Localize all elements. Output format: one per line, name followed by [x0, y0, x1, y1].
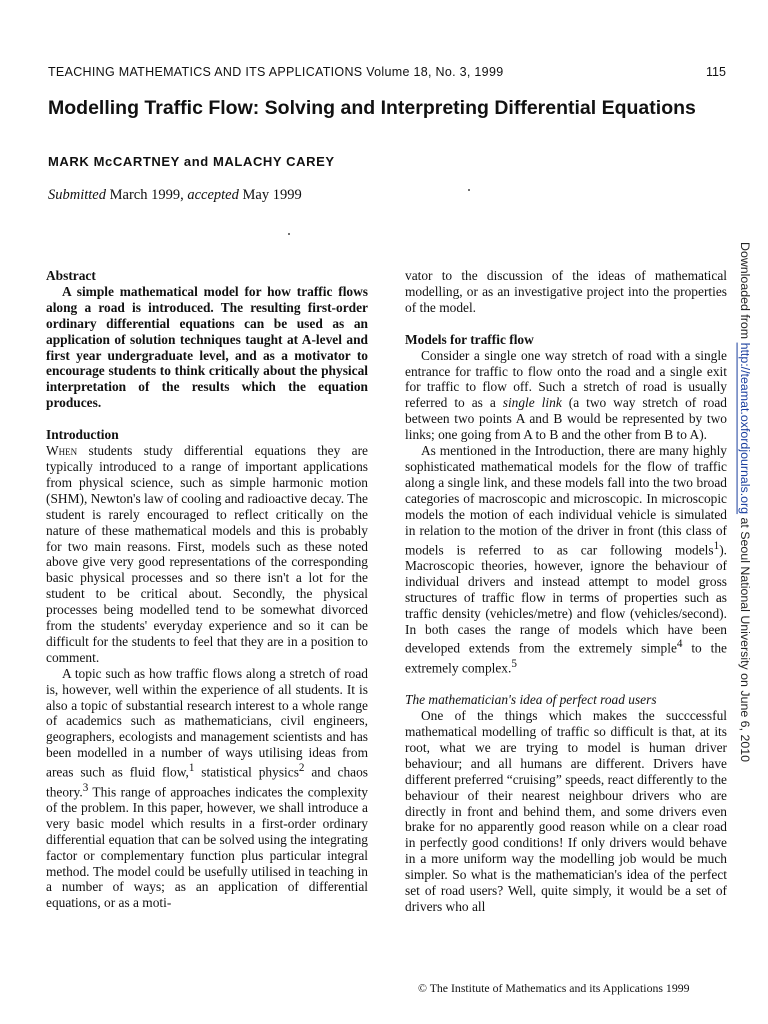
models-paragraph-2: As mentioned in the Introduction, there are many highly sophisticated mathematical models for the flow of traffic along a single link, and these models fall into the two broad categories of macroscopic and microscopic. In microscopic models the motion of each individual vehicle is simulated in relation to the motion of the driver in front (this class of models is referred to as car following models$^1$). Macroscopic theories, however, ignore the behaviour of individual drivers and instead attempt to model gross structures of traffic flow in terms of properties such as traffic density (vehicles/metre) and flow (vehicles/second). In both cases the range of models which have been developed extends from the extremely simple$^4$ to the extremely complex.$^5$ [405, 443, 727, 676]
accepted-label: accepted [187, 187, 239, 203]
download-suffix: at Seoul National University on June 6, 2010 [738, 514, 752, 763]
submitted-label: Submitted [48, 187, 106, 203]
abstract-heading: Abstract [46, 268, 96, 283]
journal-info: TEACHING MATHEMATICS AND ITS APPLICATIONS Volume 18, No. 3, 1999 [48, 65, 504, 79]
running-header [48, 65, 733, 79]
right-column [405, 268, 727, 915]
print-speck [288, 233, 290, 235]
abstract-continuation: vator to the discussion of the ideas of mathematical modelling, or as an investigative project into the properties of the model. [405, 268, 727, 315]
models-paragraph-1: Consider a single one way stretch of road with a single entrance for traffic to flow onto the road and a single exit for traffic to flow off. Such a stretch of road is usually referred to as a single link (a two way stretch of road between two points A and B would be represented by two links; one going from A to B and the other from B to A). [405, 347, 727, 443]
article-authors: MARK McCARTNEY and MALACHY CAREY [48, 154, 335, 169]
reference-mark: 2 [298, 762, 305, 775]
reference-mark: 1 [713, 539, 720, 552]
perfect-road-users-paragraph: One of the things which makes the succcessful mathematical modelling of traffic so difficult is that, at its root, what we are trying to model is human driver behaviour; and all humans are different. Drivers have different preferred “cruising” speeds, react differently to the behaviour of their nearest neighbour drivers who are directly in front and behind them, and some drivers even brake for no apparently good reason while on a clear road in perfectly good conditions! If only drivers would behave in a more uniform way the modelling job would be much simpler. So what is the mathematician's idea of the perfect set of road users? Well, quite simply, it would be a set of drivers who all [405, 708, 727, 914]
abstract-text: A simple mathematical model for how traffic flows along a road is introduced. The resulting first-order ordinary differential equations can be used as an application of solution techniques taught at A-level and first year undergraduate level, and as a motivator to encourage students to think critically about the physical interpretation of the results which the equation produces. [46, 283, 368, 411]
introduction-paragraph-1: When students study differential equations they are typically introduced to a range of important applications from physical science, such as simple harmonic motion (SHM), Newton's law of cooling and radioactive decay. The student is rarely encouraged to reflect critically on the nature of these mathematical models and this is probably for two main reasons. First, models such as these noted above give very good representations of the corresponding basic physical processes and so there isn't a lot for the student to be critical about. Secondly, the physical processes being modelled tend to be somewhat divorced from the students' everyday experience and so it can be difficult for the students to feel that they are in a position to comment. [46, 443, 368, 665]
copyright-footer: © The Institute of Mathematics and its Applications 1999 [418, 981, 690, 995]
accepted-date: May 1999 [242, 187, 302, 203]
download-watermark [738, 242, 752, 762]
article-title: Modelling Traffic Flow: Solving and Interpreting Differential Equations [48, 97, 696, 119]
reference-mark: 1 [188, 762, 195, 775]
reference-mark: 5 [511, 657, 517, 670]
download-prefix: Downloaded from [738, 242, 752, 343]
reference-mark: 4 [676, 638, 683, 651]
submitted-date: March 1999, [109, 187, 184, 203]
single-link-term: single link [502, 395, 562, 411]
introduction-paragraph-2: A topic such as how traffic flows along a stretch of road is, however, well within the experience of all students. It is also a topic of substantial research interest to a whole range of academics such as mathematicians, civil engineers, geographers, ecologists and management scientists and has been modelled in a number of ways utilising ideas from areas such as fluid flow,$^1$ statistical physics$^2$ and chaos theory.$^3$ This range of approaches indicates the complexity of the problem. In this paper, however, we shall introduce a very basic model which results in a first-order ordinary differential equation that can be solved using the integrating factor or complementary function plus particular integral method. The model could be usefully utilised in teaching in a number of ways; as an application of differential equations, or as a moti- [46, 665, 368, 911]
intro-lead-word: When [46, 443, 78, 459]
introduction-heading: Introduction [46, 427, 119, 443]
journal-link[interactable]: http://teamat.oxfordjournals.org [738, 342, 752, 515]
print-speck [468, 189, 470, 191]
perfect-road-users-heading: The mathematician's idea of perfect road users [405, 692, 657, 708]
models-heading: Models for traffic flow [405, 331, 534, 347]
page-number: 115 [706, 65, 726, 79]
left-column [46, 268, 368, 911]
reference-mark: 3 [82, 781, 89, 794]
submission-dates [48, 187, 302, 204]
